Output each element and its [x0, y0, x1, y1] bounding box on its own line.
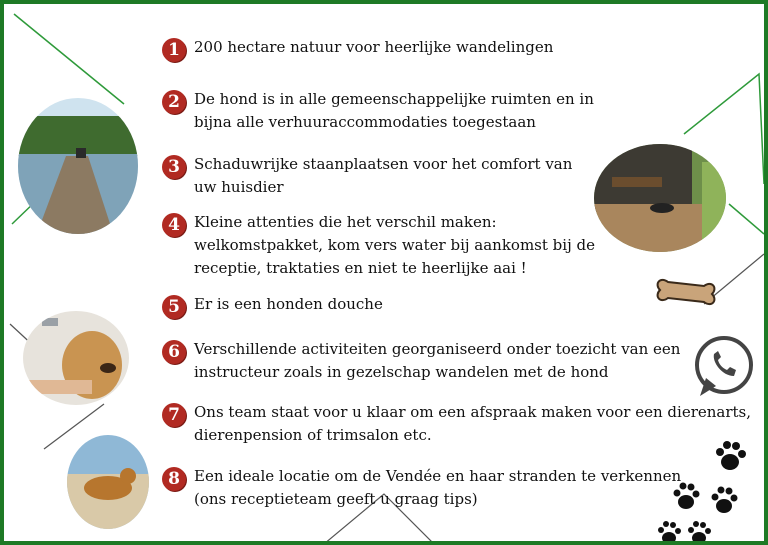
dog-shower-photo — [22, 310, 130, 406]
item-text — [194, 88, 594, 134]
item-line: Schaduwrijke staanplaatsen voor het comfort van — [194, 155, 573, 173]
item-text — [194, 36, 553, 59]
item-line: bijna alle verhuuraccommodaties toegestaan — [194, 113, 536, 131]
item-line: instructeur zoals in gezelschap wandelen met de hond — [194, 363, 609, 381]
lake-pier-photo — [16, 96, 140, 236]
green-line-right-low — [729, 204, 764, 234]
item-text — [194, 401, 751, 447]
item-number-badge: 3 — [162, 155, 186, 179]
item-text — [194, 211, 595, 280]
item-number-badge: 7 — [162, 403, 186, 427]
item-line: 200 hectare natuur voor heerlijke wandelingen — [194, 38, 554, 56]
item-number-badge: 5 — [162, 295, 186, 319]
item-line: Er is een honden douche — [194, 295, 383, 313]
terrace-dog-photo — [592, 142, 728, 254]
feature-item-6 — [162, 338, 680, 384]
item-text — [194, 338, 680, 384]
whatsapp-icon — [692, 334, 754, 400]
item-line: Kleine attenties die het verschil maken: — [194, 213, 497, 231]
item-text — [194, 293, 383, 316]
bone-icon — [654, 272, 718, 312]
feature-item-3 — [162, 153, 572, 199]
item-number-badge: 6 — [162, 340, 186, 364]
item-line: dierenpension of trimsalon etc. — [194, 426, 432, 444]
item-number-badge: 8 — [162, 467, 186, 491]
feature-item-1 — [162, 36, 553, 62]
item-line: receptie, traktaties en niet te heerlijke aai ! — [194, 259, 527, 277]
feature-item-4 — [162, 211, 595, 280]
item-line: Verschillende activiteiten georganiseerd onder toezicht van een — [194, 340, 681, 358]
item-number-badge: 2 — [162, 90, 186, 114]
dog-beach-photo — [66, 434, 150, 530]
feature-item-8 — [162, 465, 681, 511]
item-line: uw huisdier — [194, 178, 284, 196]
item-text — [194, 465, 681, 511]
item-text — [194, 153, 572, 199]
feature-item-7 — [162, 401, 751, 447]
item-number-badge: 4 — [162, 213, 186, 237]
item-line: (ons receptieteam geeft u graag tips) — [194, 490, 478, 508]
feature-item-2 — [162, 88, 594, 134]
item-line: Ons team staat voor u klaar om een afspraak maken voor een dierenarts, — [194, 403, 752, 421]
item-line: Een ideale locatie om de Vendée en haar stranden te verkennen — [194, 467, 682, 485]
feature-item-5 — [162, 293, 383, 319]
item-line: welkomstpakket, kom vers water bij aankomst bij de — [194, 236, 595, 254]
item-line: De hond is in alle gemeenschappelijke ruimten en in — [194, 90, 594, 108]
green-line-top-left — [14, 14, 124, 104]
item-number-badge: 1 — [162, 38, 186, 62]
